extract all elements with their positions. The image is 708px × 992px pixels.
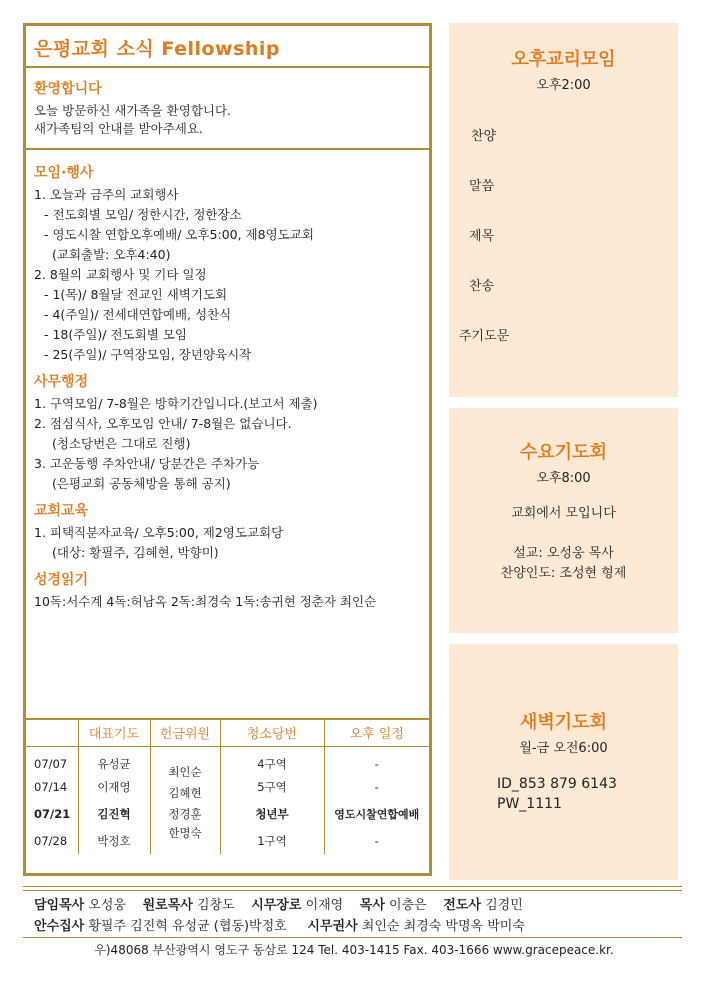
duty-cleaning: 5구역 [220, 773, 324, 800]
duty-header: 헌금위원 [150, 720, 220, 746]
duty-afternoon: 영도시찰연합예배 [324, 800, 429, 827]
offering-member: 최인순 [168, 765, 202, 780]
duty-afternoon: - [324, 827, 429, 854]
duty-header [26, 720, 78, 746]
wednesday-time: 오후8:00 [536, 471, 591, 486]
events-line: - 1(목)/ 8월달 전교인 새벽기도회 [44, 287, 228, 302]
duty-afternoon: - [324, 746, 429, 773]
staff-row [34, 915, 525, 934]
order-item: 말씀 [469, 179, 495, 194]
staff-row [34, 894, 523, 913]
staff-names: 오성웅 [88, 898, 127, 913]
events-line: - 18(주일)/ 전도회별 모임 [44, 327, 187, 342]
duty-prayer: 박정호 [78, 827, 150, 854]
duty-table [26, 718, 429, 873]
admin-section [34, 371, 429, 494]
events-line: - 영도시찰 연합오후예배/ 오후5:00, 제8영도교회 [44, 227, 314, 242]
staff-role: 안수집사 [34, 919, 85, 934]
events-line: - 전도회별 모임/ 정한시간, 정한장소 [44, 207, 242, 222]
order-item: 찬송 [469, 279, 495, 294]
events-line: 2. 8월의 교회행사 및 기타 일정 [34, 267, 207, 282]
afternoon-service-panel [449, 23, 678, 397]
staff-role: 원로목사 [142, 898, 193, 913]
duty-header: 오후 일정 [324, 720, 429, 746]
duty-prayer: 이재영 [78, 773, 150, 800]
order-item: 제목 [469, 229, 495, 244]
news-content [26, 150, 429, 612]
afternoon-service-time: 오후2:00 [536, 78, 591, 93]
staff-names: 최인순 최경숙 박명옥 박미숙 [361, 919, 525, 934]
admin-line: 3. 고운동행 주차안내/ 당분간은 주차가능 [34, 456, 260, 471]
dawn-prayer-panel [449, 644, 678, 880]
duty-cleaning: 1구역 [220, 827, 324, 854]
education-line: 1. 피택직분자교육/ 오후5:00, 제2영도교회당 [34, 525, 284, 540]
staff-role: 전도사 [443, 898, 481, 913]
duty-cleaning: 4구역 [220, 746, 324, 773]
staff-role: 목사 [359, 898, 385, 913]
admin-line: (청소당번은 그대로 진행) [52, 436, 191, 451]
events-section [34, 162, 429, 365]
welcome-line: 새가족팀의 안내를 받아주세요. [34, 121, 203, 136]
staff-names: 김경민 [485, 898, 523, 913]
afternoon-service-title: 오후교리모임 [511, 49, 616, 70]
wednesday-title: 수요기도회 [520, 442, 607, 463]
reading-heading: 성경읽기 [34, 572, 89, 588]
staff-role: 담임목사 [34, 898, 85, 913]
church-address: 우)48068 부산광역시 영도구 동삼로 124 Tel. 403-1415 Fax. 403-1666 www.gracepeace.kr. [94, 943, 614, 957]
admin-line: 1. 구역모임/ 7-8월은 방학기간입니다.(보고서 제출) [34, 396, 318, 411]
offering-member: 한명숙 [168, 826, 202, 841]
duty-date: 07/07 [34, 756, 68, 771]
events-line: - 25(주일)/ 구역장모임, 장년양육시작 [44, 347, 252, 362]
duty-header: 대표기도 [78, 720, 150, 746]
duty-header: 청소당번 [220, 720, 324, 746]
wednesday-preacher: 설교: 오성웅 목사 [513, 546, 614, 561]
order-item: 찬양 [471, 129, 497, 144]
news-box [23, 23, 432, 876]
duty-cleaning: 청년부 [220, 800, 324, 827]
service-order-list [449, 125, 678, 375]
offering-member: 김혜현 [168, 786, 202, 801]
table-row [26, 827, 429, 854]
wednesday-prayer-panel [449, 408, 678, 633]
staff-role: 시무장로 [251, 898, 302, 913]
dawn-time: 월-금 오전6:00 [519, 741, 608, 756]
table-row [26, 800, 429, 827]
staff-names: 황필주 김진혁 유성균 (협동)박정호 [88, 919, 287, 934]
table-row [26, 773, 429, 800]
dawn-title: 새벽기도회 [520, 712, 607, 733]
wednesday-note: 교회에서 모입니다 [511, 506, 616, 521]
wednesday-worship-leader: 찬양인도: 조성현 형제 [500, 566, 627, 581]
events-heading: 모임·행사 [34, 165, 94, 181]
education-heading: 교회교육 [34, 503, 89, 519]
staff-names: 김창도 [196, 898, 235, 913]
staff-role: 시무권사 [307, 919, 358, 934]
news-title: 은평교회 소식 Fellowship [34, 38, 281, 60]
events-line: (교회출발: 오후4:40) [52, 247, 171, 262]
dawn-meeting-pw: PW_1111 [497, 796, 562, 812]
admin-heading: 사무행정 [34, 374, 89, 390]
offering-member: 정경훈 [168, 807, 202, 822]
duty-prayer: 김진혁 [78, 800, 150, 827]
events-line: - 4(주일)/ 전세대연합예배, 성찬식 [44, 307, 232, 322]
welcome-line: 오늘 방문하신 새가족을 환영합니다. [34, 103, 232, 118]
education-line: (대상: 황필주, 김혜현, 박향미) [52, 545, 219, 560]
events-line: 1. 오늘과 금주의 교회행사 [34, 187, 179, 202]
dawn-meeting-id: ID_853 879 6143 [497, 776, 617, 792]
education-section [34, 500, 429, 563]
footer-divider [23, 937, 682, 938]
offering-members [150, 746, 220, 854]
footer-divider [23, 886, 682, 887]
reading-section [34, 569, 429, 612]
footer-divider [23, 890, 682, 891]
duty-prayer: 유성균 [78, 746, 150, 773]
duty-date: 07/14 [34, 779, 68, 794]
admin-line: (은평교회 공동체방을 통해 공지) [52, 476, 231, 491]
duty-afternoon: - [324, 773, 429, 800]
news-title-bar [26, 26, 429, 68]
duty-date: 07/21 [34, 806, 71, 821]
welcome-section [26, 68, 429, 150]
staff-names: 이충은 [389, 898, 427, 913]
reading-line: 10독:서수계 4독:허남옥 2독:최경숙 1독:송귀현 정춘자 최인순 [34, 594, 377, 609]
admin-line: 2. 점심식사, 오후모임 안내/ 7-8월은 없습니다. [34, 416, 292, 431]
table-row [26, 746, 429, 773]
welcome-heading: 환영합니다 [34, 81, 102, 97]
duty-date: 07/28 [34, 833, 68, 848]
order-item: 주기도문 [459, 329, 510, 344]
staff-names: 이재영 [305, 898, 344, 913]
